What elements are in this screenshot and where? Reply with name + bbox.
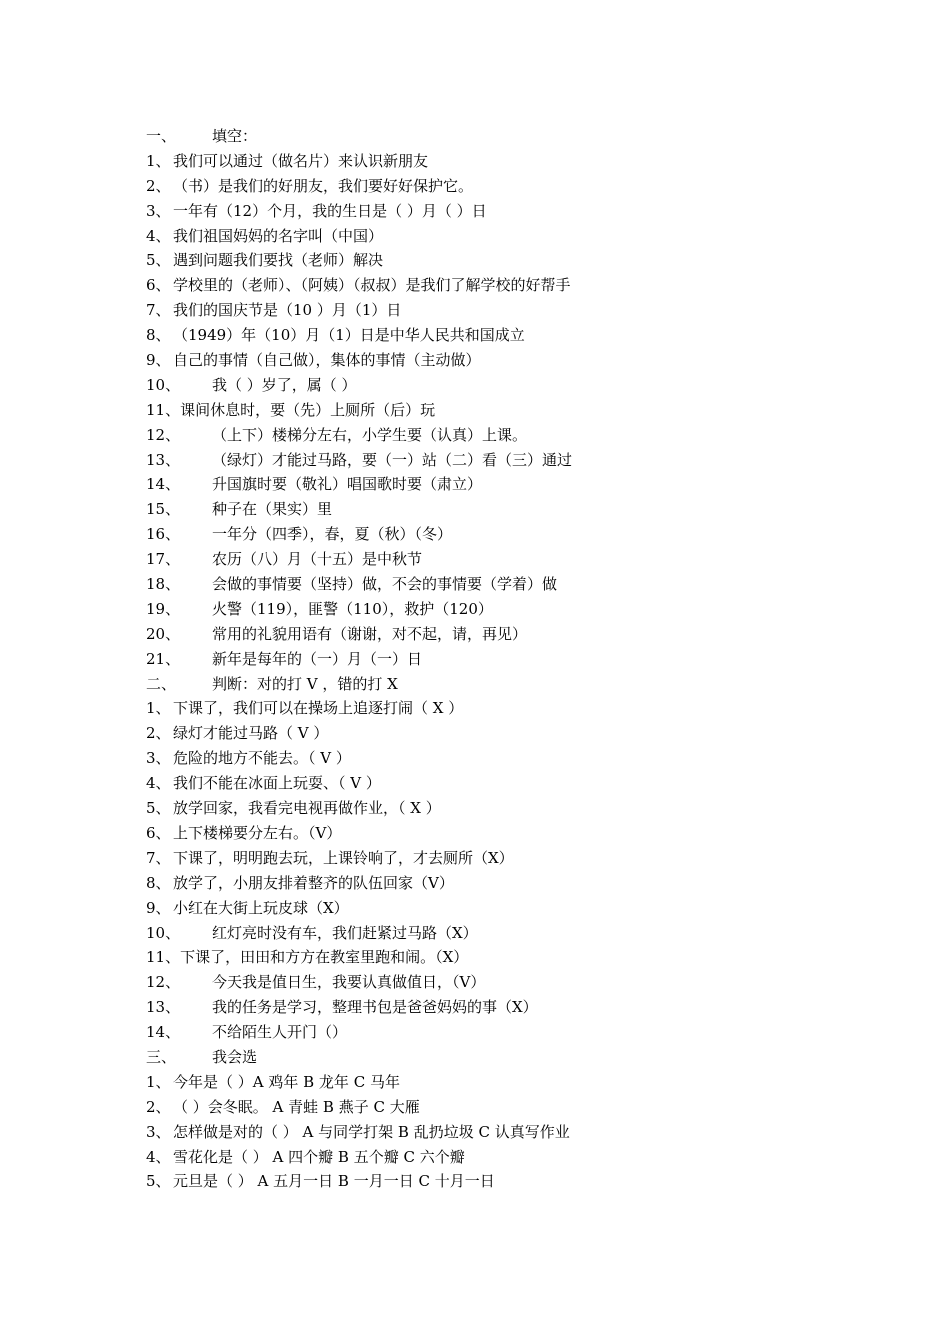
item-number: 16、	[146, 525, 181, 544]
item-text: 危险的地方不能去。（ V ）	[173, 749, 351, 768]
item-text: 下课了，田田和方方在教室里跑和闹。（X）	[180, 948, 469, 967]
item-text: 判断：对的打 V ，错的打 X	[212, 674, 398, 693]
item-text: 我（ ）岁了，属（ ）	[212, 375, 357, 394]
item-text: 火警（119），匪警（110），救护（120）	[212, 599, 493, 618]
document-line	[146, 448, 846, 473]
item-number: 9、	[146, 898, 171, 917]
item-text: 我的任务是学习，整理书包是爸爸妈妈的事（X）	[212, 998, 538, 1017]
document-line	[146, 1045, 846, 1070]
item-number: 4、	[146, 1147, 171, 1166]
item-number: 2、	[146, 724, 171, 743]
item-number: 11、	[146, 400, 181, 419]
item-text: 今天我是值日生，我要认真做值日，（V）	[212, 973, 486, 992]
item-text: 会做的事情要（坚持）做，不会的事情要（学着）做	[212, 575, 558, 594]
item-number: 1、	[146, 699, 171, 718]
document-line	[146, 796, 846, 821]
document-line	[146, 1070, 846, 1095]
item-number: 9、	[146, 351, 171, 370]
item-text: 我会选	[212, 1047, 258, 1066]
item-number: 5、	[146, 251, 171, 270]
item-text: 红灯亮时没有车，我们赶紧过马路（X）	[212, 923, 478, 942]
item-text: 我们可以通过（做名片）来认识新朋友	[173, 151, 429, 170]
item-text: 放学了，小朋友排着整齐的队伍回家（V）	[173, 873, 454, 892]
document-line	[146, 896, 846, 921]
item-number: 三、	[146, 1047, 177, 1066]
item-text: 下课了，明明跑去玩，上课铃响了，才去厕所（X）	[173, 848, 514, 867]
item-number: 13、	[146, 450, 181, 469]
document-line	[146, 273, 846, 298]
item-text: 放学回家，我看完电视再做作业，（ X ）	[173, 799, 441, 818]
document-line	[146, 1145, 846, 1170]
item-number: 2、	[146, 1097, 171, 1116]
item-number: 17、	[146, 550, 181, 569]
document-line	[146, 1169, 846, 1194]
item-number: 6、	[146, 823, 171, 842]
item-number: 14、	[146, 475, 181, 494]
document-line	[146, 647, 846, 672]
document-line	[146, 846, 846, 871]
item-number: 3、	[146, 749, 171, 768]
item-text: 今年是（ ）A 鸡年 B 龙年 C 马年	[173, 1072, 400, 1091]
item-number: 5、	[146, 799, 171, 818]
document-line	[146, 622, 846, 647]
item-text: 课间休息时，要（先）上厕所（后）玩	[180, 400, 436, 419]
item-number: 12、	[146, 425, 181, 444]
document-line	[146, 821, 846, 846]
item-text: 绿灯才能过马路（ V ）	[173, 724, 329, 743]
item-text: 遇到问题我们要找（老师）解决	[173, 251, 384, 270]
document-line	[146, 771, 846, 796]
document-line	[146, 348, 846, 373]
item-text: 我们的国庆节是（10 ）月（1）日	[173, 301, 402, 320]
item-number: 15、	[146, 500, 181, 519]
item-number: 3、	[146, 1122, 171, 1141]
item-number: 12、	[146, 973, 181, 992]
document-line	[146, 995, 846, 1020]
document-line	[146, 423, 846, 448]
item-text: 一年分（四季），春，夏（秋）（冬）	[212, 525, 453, 544]
item-number: 10、	[146, 923, 181, 942]
document-line	[146, 124, 846, 149]
item-text: 自己的事情（自己做），集体的事情（主动做）	[173, 351, 481, 370]
item-number: 一、	[146, 127, 177, 145]
document-line	[146, 373, 846, 398]
item-text: （上下）楼梯分左右，小学生要（认真）上课。	[212, 425, 528, 444]
document-line	[146, 721, 846, 746]
item-text: 下课了，我们可以在操场上追逐打闹（ X ）	[173, 699, 464, 718]
document-line	[146, 1020, 846, 1045]
document-line	[146, 472, 846, 497]
item-number: 8、	[146, 873, 171, 892]
item-text: （书）是我们的好朋友，我们要好好保护它。	[173, 176, 474, 195]
item-number: 2、	[146, 176, 171, 195]
document-line	[146, 871, 846, 896]
item-text: 上下楼梯要分左右。（V）	[173, 823, 342, 842]
item-number: 7、	[146, 848, 171, 867]
item-text: 农历（八）月（十五）是中秋节	[212, 550, 423, 569]
document-line	[146, 224, 846, 249]
item-text: 雪花化是（ ） A 四个瓣 B 五个瓣 C 六个瓣	[173, 1147, 465, 1166]
item-number: 18、	[146, 575, 181, 594]
document-line	[146, 945, 846, 970]
item-text: 填空：	[212, 127, 258, 145]
item-number: 13、	[146, 998, 181, 1017]
item-number: 11、	[146, 948, 181, 967]
item-text: 学校里的（老师）、（阿姨）（叔叔）是我们了解学校的好帮手	[173, 276, 571, 295]
document-line	[146, 1120, 846, 1145]
item-number: 21、	[146, 649, 181, 668]
document-line	[146, 746, 846, 771]
item-text: （绿灯）才能过马路，要（一）站（二）看（三）通过	[212, 450, 573, 469]
item-text: 怎样做是对的（ ） A 与同学打架 B 乱扔垃圾 C 认真写作业	[173, 1122, 570, 1141]
item-number: 1、	[146, 151, 171, 170]
document-line	[146, 572, 846, 597]
document-line	[146, 323, 846, 348]
document-line	[146, 398, 846, 423]
item-text: 我们不能在冰面上玩耍、（ V ）	[173, 774, 381, 793]
item-number: 7、	[146, 301, 171, 320]
document-line	[146, 696, 846, 721]
document-line	[146, 149, 846, 174]
document-line	[146, 298, 846, 323]
item-text: 升国旗时要（敬礼）唱国歌时要（肃立）	[212, 475, 483, 494]
item-number: 6、	[146, 276, 171, 295]
document-line	[146, 522, 846, 547]
item-number: 19、	[146, 599, 181, 618]
document-line	[146, 672, 846, 697]
item-text: 常用的礼貌用语有（谢谢，对不起，请，再见）	[212, 624, 528, 643]
item-text: 我们祖国妈妈的名字叫（中国）	[173, 226, 384, 245]
document-line	[146, 497, 846, 522]
document-line	[146, 1095, 846, 1120]
document-line	[146, 174, 846, 199]
item-text: （1949）年（10）月（1）日是中华人民共和国成立	[173, 326, 525, 345]
item-number: 20、	[146, 624, 181, 643]
item-number: 3、	[146, 201, 171, 220]
item-number: 5、	[146, 1172, 171, 1191]
item-number: 1、	[146, 1072, 171, 1091]
item-number: 14、	[146, 1023, 181, 1042]
document-body	[146, 124, 846, 1194]
item-number: 4、	[146, 226, 171, 245]
item-text: 新年是每年的（一）月（一）日	[212, 649, 423, 668]
item-number: 4、	[146, 774, 171, 793]
document-line	[146, 597, 846, 622]
document-line	[146, 970, 846, 995]
item-text: 元旦是（ ） A 五月一日 B 一月一日 C 十月一日	[173, 1172, 495, 1191]
document-line	[146, 547, 846, 572]
item-number: 8、	[146, 326, 171, 345]
item-number: 10、	[146, 375, 181, 394]
item-text: 小红在大街上玩皮球（X）	[173, 898, 349, 917]
document-line	[146, 921, 846, 946]
item-text: 不给陌生人开门（）	[212, 1023, 348, 1042]
item-text: 一年有（12）个月，我的生日是（ ）月（ ）日	[173, 201, 487, 220]
item-text: 种子在（果实）里	[212, 500, 333, 519]
document-line	[146, 248, 846, 273]
item-text: （ ）会冬眠。 A 青蛙 B 燕子 C 大雁	[173, 1097, 420, 1116]
item-number: 二、	[146, 674, 177, 693]
document-line	[146, 199, 846, 224]
